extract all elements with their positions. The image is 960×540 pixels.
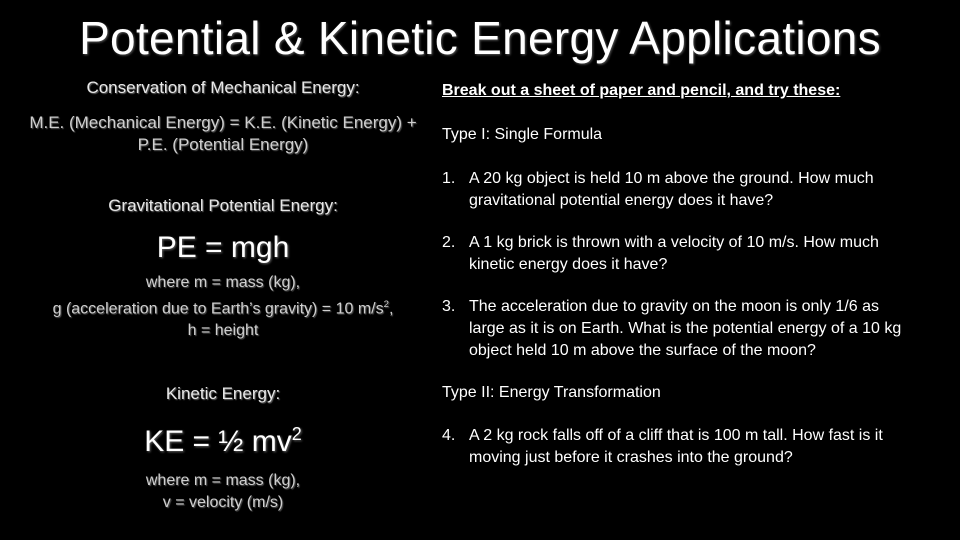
ke-where-mass: where m = mass (kg), (145, 472, 301, 490)
ke-where-velocity: v = velocity (m/s) (162, 494, 284, 512)
pe-formula: PE = mgh (156, 231, 290, 264)
type2-label: Type II: Energy Transformation (442, 384, 661, 401)
mechanical-energy-formula: M.E. (Mechanical Energy) = K.E. (Kinetic Energy) + P.E. (Potential Energy) (29, 113, 417, 154)
question-3: 3. The acceleration due to gravity on the moon is only 1/6 as large as it is on Earth. What is the potential energy of a 10 kg object held 10 m above the surface of the moon? (442, 298, 902, 359)
left-column (28, 78, 418, 514)
ke-formula: KE = ½ $mv^2$ (144, 424, 302, 459)
question-4: 4. A 2 kg rock falls off of a cliff that is 100 m tall. How fast is it moving just before it crashes into the ground? (442, 427, 883, 466)
right-column (442, 80, 912, 469)
exercise-heading: Break out a sheet of paper and pencil, and try these: (442, 82, 841, 99)
pe-where-height: h = height (187, 322, 259, 340)
type1-label: Type I: Single Formula (442, 126, 603, 143)
slide-title: Potential & Kinetic Energy Applications (79, 12, 881, 64)
ke-heading: Kinetic Energy: (165, 384, 281, 404)
gpe-heading: Gravitational Potential Energy: (108, 196, 338, 215)
pe-where-mass: where m = mass (kg), (145, 274, 301, 291)
pe-where-gravity: g (acceleration due to Earth’s gravity) = 10 $m/s^2$, (52, 299, 394, 318)
question-1: 1. A 20 kg object is held 10 m above the ground. How much gravitational potential energy does it have? (442, 170, 874, 209)
question-2: 2. A 1 kg brick is thrown with a velocity of 10 m/s. How much kinetic energy does it have? (442, 234, 879, 273)
conservation-heading: Conservation of Mechanical Energy: (86, 78, 360, 97)
